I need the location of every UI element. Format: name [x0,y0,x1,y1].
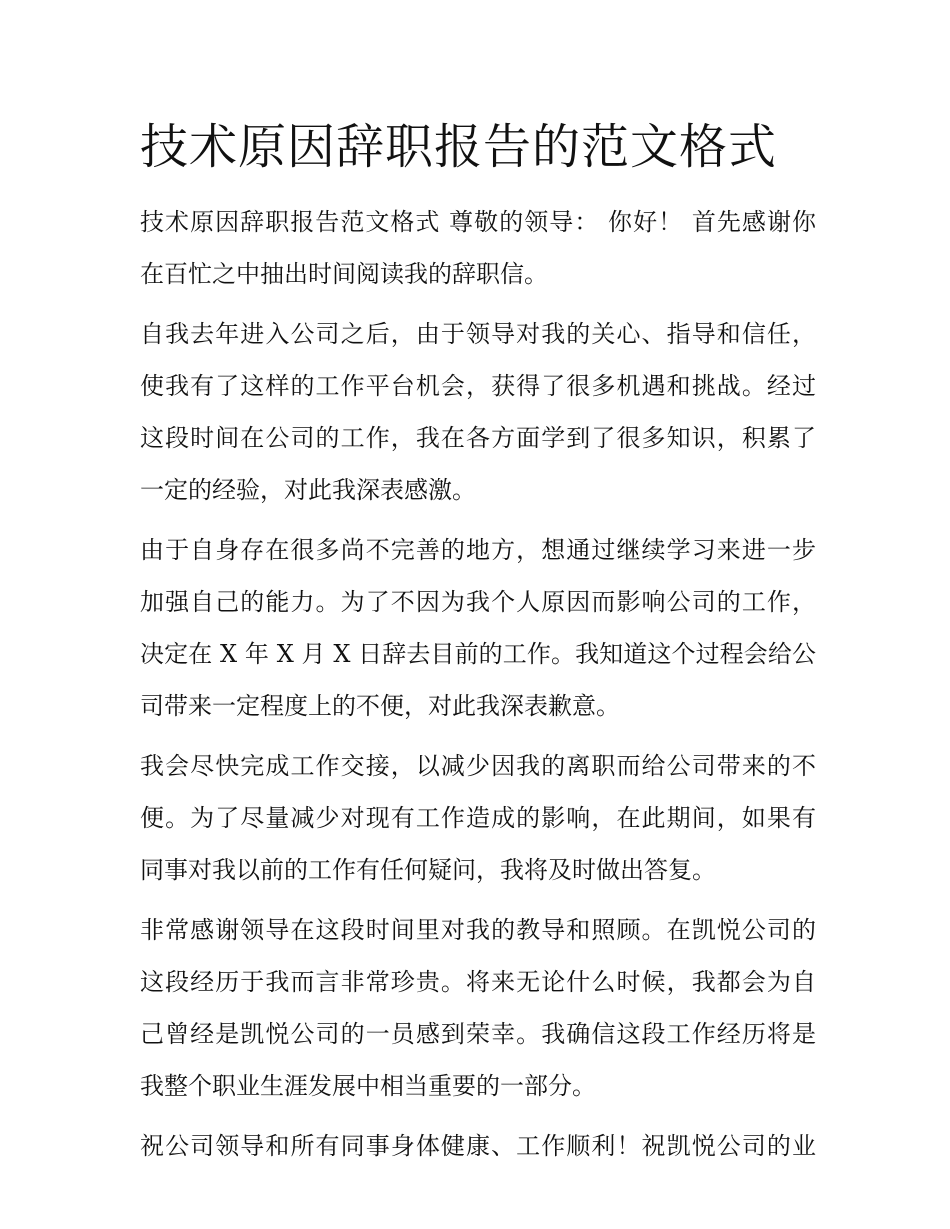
paragraph-line: 在百忙之中抽出时间阅读我的辞职信。 [140,260,548,288]
paragraph-line: 决定在 X 年 X 月 X 日辞去目前的工作。我知道这个过程会给公 [140,640,816,668]
paragraph-line: 我会尽快完成工作交接，以减少因我的离职而给公司带来的不 [140,752,816,780]
paragraph-line: 我整个职业生涯发展中相当重要的一部分。 [140,1072,596,1100]
document-title: 技术原因辞职报告的范文格式 [140,119,778,175]
paragraph-wishes [140,1120,816,1172]
paragraph-line: 祝公司领导和所有同事身体健康、工作顺利！祝凯悦公司的业 [140,1132,816,1160]
paragraph-line: 加强自己的能力。为了不因为我个人原因而影响公司的工作， [140,588,816,616]
paragraph-line: 司带来一定程度上的不便，对此我深表歉意。 [140,692,620,720]
paragraph-line: 这段时间在公司的工作，我在各方面学到了很多知识，积累了 [140,424,816,452]
paragraph-line: 自我去年进入公司之后，由于领导对我的关心、指导和信任， [140,320,816,348]
paragraph-line: 己曾经是凯悦公司的一员感到荣幸。我确信这段工作经历将是 [140,1020,816,1048]
paragraph-greeting [140,196,816,300]
paragraph-line: 便。为了尽量减少对现有工作造成的影响，在此期间，如果有 [140,804,816,832]
paragraph-reason [140,524,816,732]
paragraph-line: 这段经历于我而言非常珍贵。将来无论什么时候，我都会为自 [140,968,816,996]
paragraph-line: 非常感谢领导在这段时间里对我的教导和照顾。在凯悦公司的 [140,916,816,944]
paragraph-line: 由于自身存在很多尚不完善的地方，想通过继续学习来进一步 [140,536,816,564]
paragraph-line: 使我有了这样的工作平台机会，获得了很多机遇和挑战。经过 [140,372,816,400]
paragraph-gratitude [140,308,816,516]
paragraph-line: 技术原因辞职报告范文格式 尊敬的领导： 你好！ 首先感谢你 [140,208,816,236]
paragraph-appreciation [140,904,816,1112]
document-body [140,196,816,1180]
paragraph-line: 同事对我以前的工作有任何疑问，我将及时做出答复。 [140,856,716,884]
paragraph-line: 一定的经验，对此我深表感激。 [140,476,476,504]
paragraph-handover [140,740,816,896]
